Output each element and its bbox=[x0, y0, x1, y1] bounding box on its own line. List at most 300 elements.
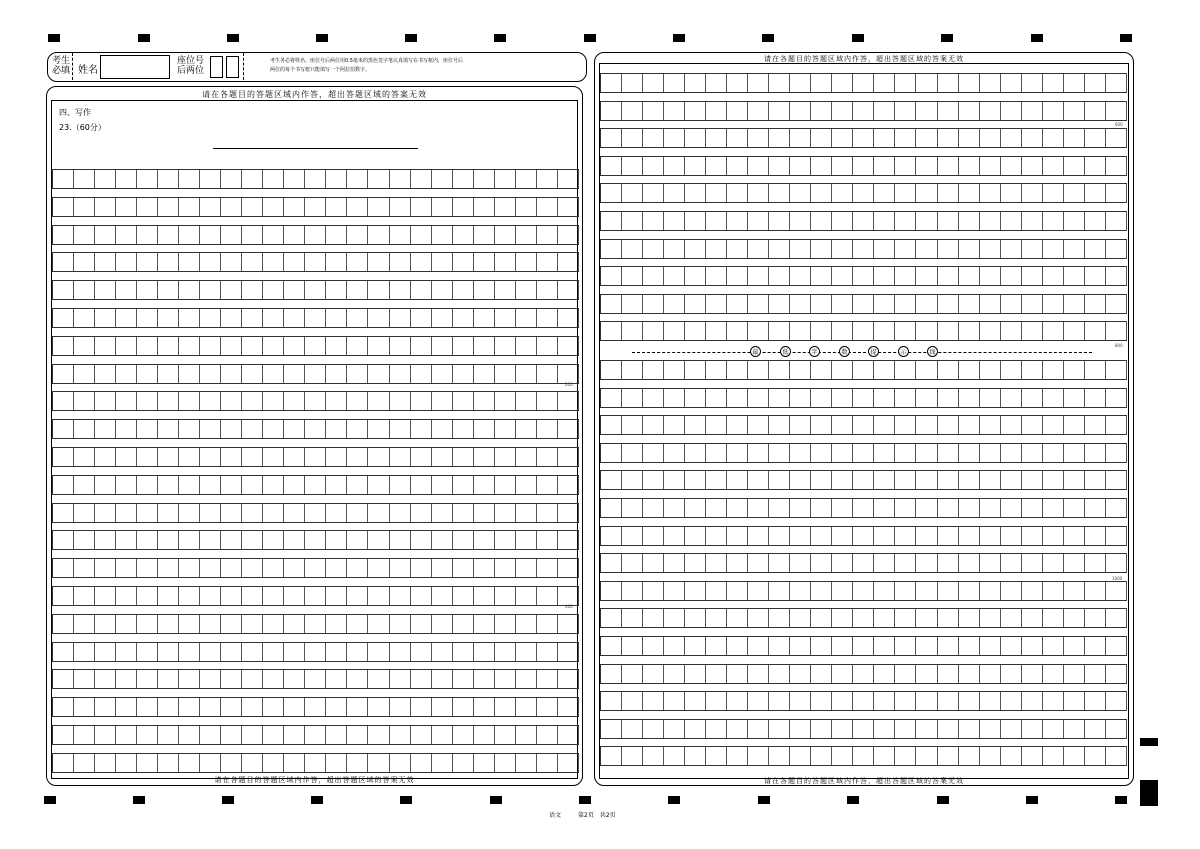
grid-cell[interactable] bbox=[453, 476, 474, 494]
grid-cell[interactable] bbox=[1001, 129, 1022, 147]
grid-cell[interactable] bbox=[874, 527, 895, 545]
grid-cell[interactable] bbox=[411, 754, 432, 772]
grid-cell[interactable] bbox=[221, 531, 242, 549]
grid-cell[interactable] bbox=[95, 643, 116, 661]
grid-cell[interactable] bbox=[221, 504, 242, 522]
grid-cell[interactable] bbox=[1106, 720, 1127, 738]
grid-cell[interactable] bbox=[1022, 665, 1043, 683]
grid-cell[interactable] bbox=[1085, 609, 1106, 627]
grid-cell[interactable] bbox=[1106, 361, 1127, 379]
grid-cell[interactable] bbox=[495, 337, 516, 355]
grid-cell[interactable] bbox=[326, 504, 347, 522]
grid-cell[interactable] bbox=[179, 448, 200, 466]
grid-cell[interactable] bbox=[221, 337, 242, 355]
grid-cell[interactable] bbox=[326, 309, 347, 327]
grid-cell[interactable] bbox=[390, 309, 411, 327]
grid-cell[interactable] bbox=[221, 726, 242, 744]
grid-cell[interactable] bbox=[874, 582, 895, 600]
grid-cell[interactable] bbox=[495, 226, 516, 244]
grid-cell[interactable] bbox=[748, 444, 769, 462]
grid-cell[interactable] bbox=[474, 448, 495, 466]
grid-cell[interactable] bbox=[980, 295, 1001, 313]
grid-cell[interactable] bbox=[1085, 527, 1106, 545]
grid-cell[interactable] bbox=[411, 670, 432, 688]
grid-cell[interactable] bbox=[221, 559, 242, 577]
grid-cell[interactable] bbox=[347, 726, 368, 744]
grid-cell[interactable] bbox=[706, 267, 727, 285]
grid-cell[interactable] bbox=[390, 392, 411, 410]
grid-cell[interactable] bbox=[1001, 582, 1022, 600]
grid-cell[interactable] bbox=[916, 74, 937, 92]
grid-cell[interactable] bbox=[1043, 74, 1064, 92]
grid-cell[interactable] bbox=[832, 692, 853, 710]
grid-cell[interactable] bbox=[980, 471, 1001, 489]
grid-cell[interactable] bbox=[474, 754, 495, 772]
grid-cell[interactable] bbox=[347, 698, 368, 716]
grid-cell[interactable] bbox=[516, 615, 537, 633]
grid-cell[interactable] bbox=[305, 587, 326, 605]
grid-cell[interactable] bbox=[748, 267, 769, 285]
grid-cell[interactable] bbox=[664, 527, 685, 545]
grid-cell[interactable] bbox=[959, 240, 980, 258]
grid-cell[interactable] bbox=[516, 281, 537, 299]
grid-cell[interactable] bbox=[959, 665, 980, 683]
grid-cell[interactable] bbox=[811, 582, 832, 600]
grid-cell[interactable] bbox=[432, 226, 453, 244]
grid-cell[interactable] bbox=[453, 754, 474, 772]
grid-cell[interactable] bbox=[601, 322, 622, 340]
grid-cell[interactable] bbox=[53, 615, 74, 633]
grid-cell[interactable] bbox=[1106, 444, 1127, 462]
grid-cell[interactable] bbox=[916, 212, 937, 230]
grid-cell[interactable] bbox=[748, 361, 769, 379]
grid-cell[interactable] bbox=[664, 102, 685, 120]
grid-cell[interactable] bbox=[242, 420, 263, 438]
grid-cell[interactable] bbox=[284, 587, 305, 605]
grid-cell[interactable] bbox=[537, 476, 558, 494]
grid-cell[interactable] bbox=[1085, 157, 1106, 175]
grid-cell[interactable] bbox=[326, 698, 347, 716]
grid-cell[interactable] bbox=[706, 527, 727, 545]
grid-cell[interactable] bbox=[769, 637, 790, 655]
grid-cell[interactable] bbox=[1043, 267, 1064, 285]
grid-cell[interactable] bbox=[453, 420, 474, 438]
grid-cell[interactable] bbox=[411, 253, 432, 271]
grid-cell[interactable] bbox=[832, 102, 853, 120]
grid-cell[interactable] bbox=[622, 212, 643, 230]
grid-cell[interactable] bbox=[263, 365, 284, 383]
grid-cell[interactable] bbox=[516, 420, 537, 438]
grid-cell[interactable] bbox=[748, 322, 769, 340]
grid-cell[interactable] bbox=[811, 240, 832, 258]
grid-cell[interactable] bbox=[980, 74, 1001, 92]
grid-cell[interactable] bbox=[980, 157, 1001, 175]
grid-cell[interactable] bbox=[1106, 665, 1127, 683]
grid-cell[interactable] bbox=[790, 361, 811, 379]
grid-cell[interactable] bbox=[1043, 720, 1064, 738]
grid-cell[interactable] bbox=[537, 226, 558, 244]
grid-cell[interactable] bbox=[916, 416, 937, 434]
grid-cell[interactable] bbox=[516, 726, 537, 744]
grid-cell[interactable] bbox=[116, 337, 137, 355]
grid-cell[interactable] bbox=[643, 184, 664, 202]
grid-cell[interactable] bbox=[874, 157, 895, 175]
grid-cell[interactable] bbox=[158, 226, 179, 244]
grid-cell[interactable] bbox=[263, 531, 284, 549]
grid-cell[interactable] bbox=[326, 253, 347, 271]
grid-cell[interactable] bbox=[706, 184, 727, 202]
grid-cell[interactable] bbox=[221, 754, 242, 772]
grid-cell[interactable] bbox=[537, 504, 558, 522]
grid-cell[interactable] bbox=[1043, 747, 1064, 765]
grid-cell[interactable] bbox=[895, 267, 916, 285]
grid-cell[interactable] bbox=[137, 226, 158, 244]
grid-cell[interactable] bbox=[874, 295, 895, 313]
grid-cell[interactable] bbox=[853, 184, 874, 202]
grid-cell[interactable] bbox=[706, 295, 727, 313]
grid-cell[interactable] bbox=[853, 267, 874, 285]
grid-cell[interactable] bbox=[537, 643, 558, 661]
grid-cell[interactable] bbox=[685, 184, 706, 202]
grid-cell[interactable] bbox=[1022, 129, 1043, 147]
grid-cell[interactable] bbox=[390, 504, 411, 522]
grid-cell[interactable] bbox=[1001, 471, 1022, 489]
grid-cell[interactable] bbox=[368, 559, 389, 577]
grid-cell[interactable] bbox=[305, 253, 326, 271]
grid-cell[interactable] bbox=[432, 643, 453, 661]
grid-cell[interactable] bbox=[980, 389, 1001, 407]
grid-cell[interactable] bbox=[874, 74, 895, 92]
grid-cell[interactable] bbox=[643, 212, 664, 230]
grid-cell[interactable] bbox=[221, 587, 242, 605]
grid-cell[interactable] bbox=[53, 726, 74, 744]
grid-cell[interactable] bbox=[1022, 444, 1043, 462]
grid-cell[interactable] bbox=[474, 698, 495, 716]
grid-cell[interactable] bbox=[495, 754, 516, 772]
grid-cell[interactable] bbox=[769, 582, 790, 600]
grid-cell[interactable] bbox=[158, 754, 179, 772]
grid-cell[interactable] bbox=[769, 267, 790, 285]
grid-cell[interactable] bbox=[938, 582, 959, 600]
grid-cell[interactable] bbox=[432, 337, 453, 355]
grid-cell[interactable] bbox=[727, 322, 748, 340]
grid-cell[interactable] bbox=[832, 240, 853, 258]
grid-cell[interactable] bbox=[347, 559, 368, 577]
grid-cell[interactable] bbox=[601, 527, 622, 545]
grid-cell[interactable] bbox=[179, 531, 200, 549]
grid-cell[interactable] bbox=[769, 74, 790, 92]
grid-cell[interactable] bbox=[305, 337, 326, 355]
grid-cell[interactable] bbox=[685, 527, 706, 545]
grid-cell[interactable] bbox=[727, 444, 748, 462]
grid-cell[interactable] bbox=[811, 361, 832, 379]
grid-cell[interactable] bbox=[453, 504, 474, 522]
grid-cell[interactable] bbox=[242, 726, 263, 744]
grid-cell[interactable] bbox=[474, 281, 495, 299]
grid-cell[interactable] bbox=[622, 74, 643, 92]
grid-cell[interactable] bbox=[959, 444, 980, 462]
grid-cell[interactable] bbox=[432, 281, 453, 299]
grid-cell[interactable] bbox=[179, 754, 200, 772]
grid-cell[interactable] bbox=[95, 170, 116, 188]
grid-cell[interactable] bbox=[980, 554, 1001, 572]
grid-cell[interactable] bbox=[242, 643, 263, 661]
grid-cell[interactable] bbox=[1064, 692, 1085, 710]
grid-cell[interactable] bbox=[1064, 609, 1085, 627]
grid-cell[interactable] bbox=[980, 267, 1001, 285]
grid-cell[interactable] bbox=[601, 554, 622, 572]
grid-cell[interactable] bbox=[601, 747, 622, 765]
grid-cell[interactable] bbox=[116, 226, 137, 244]
grid-cell[interactable] bbox=[179, 559, 200, 577]
grid-cell[interactable] bbox=[622, 295, 643, 313]
grid-cell[interactable] bbox=[116, 281, 137, 299]
grid-cell[interactable] bbox=[853, 720, 874, 738]
grid-cell[interactable] bbox=[263, 253, 284, 271]
grid-cell[interactable] bbox=[158, 726, 179, 744]
grid-cell[interactable] bbox=[1085, 554, 1106, 572]
grid-cell[interactable] bbox=[790, 267, 811, 285]
grid-cell[interactable] bbox=[305, 504, 326, 522]
grid-cell[interactable] bbox=[853, 361, 874, 379]
grid-cell[interactable] bbox=[748, 212, 769, 230]
grid-cell[interactable] bbox=[95, 392, 116, 410]
grid-cell[interactable] bbox=[980, 637, 1001, 655]
grid-cell[interactable] bbox=[980, 129, 1001, 147]
grid-cell[interactable] bbox=[453, 670, 474, 688]
grid-cell[interactable] bbox=[1064, 129, 1085, 147]
grid-cell[interactable] bbox=[347, 226, 368, 244]
grid-cell[interactable] bbox=[347, 309, 368, 327]
grid-cell[interactable] bbox=[769, 322, 790, 340]
grid-cell[interactable] bbox=[558, 309, 579, 327]
grid-cell[interactable] bbox=[1043, 471, 1064, 489]
grid-cell[interactable] bbox=[390, 587, 411, 605]
grid-cell[interactable] bbox=[895, 184, 916, 202]
grid-cell[interactable] bbox=[326, 615, 347, 633]
grid-cell[interactable] bbox=[706, 157, 727, 175]
grid-cell[interactable] bbox=[706, 212, 727, 230]
grid-cell[interactable] bbox=[74, 420, 95, 438]
grid-cell[interactable] bbox=[116, 587, 137, 605]
grid-cell[interactable] bbox=[706, 554, 727, 572]
grid-cell[interactable] bbox=[221, 670, 242, 688]
grid-cell[interactable] bbox=[137, 309, 158, 327]
grid-cell[interactable] bbox=[95, 726, 116, 744]
grid-cell[interactable] bbox=[432, 253, 453, 271]
grid-cell[interactable] bbox=[411, 365, 432, 383]
grid-cell[interactable] bbox=[537, 615, 558, 633]
grid-cell[interactable] bbox=[874, 609, 895, 627]
grid-cell[interactable] bbox=[980, 720, 1001, 738]
grid-cell[interactable] bbox=[664, 665, 685, 683]
grid-cell[interactable] bbox=[622, 527, 643, 545]
grid-cell[interactable] bbox=[874, 322, 895, 340]
grid-cell[interactable] bbox=[137, 643, 158, 661]
grid-cell[interactable] bbox=[643, 267, 664, 285]
grid-cell[interactable] bbox=[874, 471, 895, 489]
grid-cell[interactable] bbox=[895, 554, 916, 572]
grid-cell[interactable] bbox=[769, 416, 790, 434]
grid-cell[interactable] bbox=[263, 309, 284, 327]
grid-cell[interactable] bbox=[916, 720, 937, 738]
grid-cell[interactable] bbox=[916, 102, 937, 120]
grid-cell[interactable] bbox=[53, 698, 74, 716]
grid-cell[interactable] bbox=[390, 698, 411, 716]
grid-cell[interactable] bbox=[432, 198, 453, 216]
grid-cell[interactable] bbox=[95, 476, 116, 494]
grid-cell[interactable] bbox=[74, 726, 95, 744]
grid-cell[interactable] bbox=[200, 253, 221, 271]
grid-cell[interactable] bbox=[1043, 129, 1064, 147]
grid-cell[interactable] bbox=[453, 587, 474, 605]
grid-cell[interactable] bbox=[453, 559, 474, 577]
grid-cell[interactable] bbox=[263, 281, 284, 299]
grid-cell[interactable] bbox=[411, 170, 432, 188]
grid-cell[interactable] bbox=[221, 643, 242, 661]
grid-cell[interactable] bbox=[74, 392, 95, 410]
grid-cell[interactable] bbox=[811, 609, 832, 627]
grid-cell[interactable] bbox=[664, 499, 685, 517]
grid-cell[interactable] bbox=[200, 726, 221, 744]
grid-cell[interactable] bbox=[453, 309, 474, 327]
grid-cell[interactable] bbox=[874, 747, 895, 765]
grid-cell[interactable] bbox=[242, 337, 263, 355]
grid-cell[interactable] bbox=[137, 337, 158, 355]
grid-cell[interactable] bbox=[622, 720, 643, 738]
grid-cell[interactable] bbox=[643, 720, 664, 738]
grid-cell[interactable] bbox=[53, 476, 74, 494]
grid-cell[interactable] bbox=[1001, 295, 1022, 313]
grid-cell[interactable] bbox=[558, 726, 579, 744]
grid-cell[interactable] bbox=[137, 587, 158, 605]
grid-cell[interactable] bbox=[179, 670, 200, 688]
grid-cell[interactable] bbox=[706, 582, 727, 600]
grid-cell[interactable] bbox=[664, 554, 685, 572]
grid-cell[interactable] bbox=[305, 309, 326, 327]
grid-cell[interactable] bbox=[432, 698, 453, 716]
grid-cell[interactable] bbox=[1022, 184, 1043, 202]
grid-cell[interactable] bbox=[1001, 389, 1022, 407]
grid-cell[interactable] bbox=[685, 157, 706, 175]
grid-cell[interactable] bbox=[263, 670, 284, 688]
grid-cell[interactable] bbox=[221, 392, 242, 410]
grid-cell[interactable] bbox=[916, 554, 937, 572]
grid-cell[interactable] bbox=[221, 309, 242, 327]
grid-cell[interactable] bbox=[938, 665, 959, 683]
grid-cell[interactable] bbox=[242, 392, 263, 410]
grid-cell[interactable] bbox=[811, 444, 832, 462]
grid-cell[interactable] bbox=[938, 416, 959, 434]
grid-cell[interactable] bbox=[1064, 554, 1085, 572]
grid-cell[interactable] bbox=[959, 637, 980, 655]
grid-cell[interactable] bbox=[790, 416, 811, 434]
grid-cell[interactable] bbox=[1022, 499, 1043, 517]
grid-cell[interactable] bbox=[769, 665, 790, 683]
grid-cell[interactable] bbox=[895, 240, 916, 258]
grid-cell[interactable] bbox=[790, 444, 811, 462]
grid-cell[interactable] bbox=[622, 582, 643, 600]
grid-cell[interactable] bbox=[305, 198, 326, 216]
grid-cell[interactable] bbox=[368, 476, 389, 494]
grid-cell[interactable] bbox=[305, 643, 326, 661]
grid-cell[interactable] bbox=[432, 559, 453, 577]
grid-cell[interactable] bbox=[200, 476, 221, 494]
grid-cell[interactable] bbox=[895, 582, 916, 600]
grid-cell[interactable] bbox=[1064, 295, 1085, 313]
grid-cell[interactable] bbox=[495, 531, 516, 549]
grid-cell[interactable] bbox=[200, 531, 221, 549]
grid-cell[interactable] bbox=[790, 129, 811, 147]
grid-cell[interactable] bbox=[242, 670, 263, 688]
grid-cell[interactable] bbox=[200, 309, 221, 327]
grid-cell[interactable] bbox=[664, 720, 685, 738]
grid-cell[interactable] bbox=[664, 212, 685, 230]
grid-cell[interactable] bbox=[158, 504, 179, 522]
grid-cell[interactable] bbox=[453, 643, 474, 661]
grid-cell[interactable] bbox=[811, 720, 832, 738]
grid-cell[interactable] bbox=[643, 157, 664, 175]
grid-cell[interactable] bbox=[643, 554, 664, 572]
grid-cell[interactable] bbox=[368, 726, 389, 744]
grid-cell[interactable] bbox=[158, 698, 179, 716]
grid-cell[interactable] bbox=[622, 157, 643, 175]
grid-cell[interactable] bbox=[895, 389, 916, 407]
grid-cell[interactable] bbox=[1001, 361, 1022, 379]
grid-cell[interactable] bbox=[74, 504, 95, 522]
grid-cell[interactable] bbox=[790, 240, 811, 258]
grid-cell[interactable] bbox=[347, 670, 368, 688]
grid-cell[interactable] bbox=[474, 420, 495, 438]
grid-cell[interactable] bbox=[959, 322, 980, 340]
grid-cell[interactable] bbox=[516, 476, 537, 494]
grid-cell[interactable] bbox=[685, 720, 706, 738]
grid-cell[interactable] bbox=[959, 692, 980, 710]
grid-cell[interactable] bbox=[727, 129, 748, 147]
grid-cell[interactable] bbox=[664, 295, 685, 313]
grid-cell[interactable] bbox=[727, 720, 748, 738]
grid-cell[interactable] bbox=[1064, 637, 1085, 655]
grid-cell[interactable] bbox=[368, 226, 389, 244]
grid-cell[interactable] bbox=[537, 281, 558, 299]
grid-cell[interactable] bbox=[748, 665, 769, 683]
grid-cell[interactable] bbox=[916, 471, 937, 489]
grid-cell[interactable] bbox=[727, 389, 748, 407]
grid-cell[interactable] bbox=[959, 157, 980, 175]
grid-cell[interactable] bbox=[74, 170, 95, 188]
grid-cell[interactable] bbox=[1043, 212, 1064, 230]
grid-cell[interactable] bbox=[643, 665, 664, 683]
grid-cell[interactable] bbox=[200, 337, 221, 355]
grid-cell[interactable] bbox=[874, 416, 895, 434]
grid-cell[interactable] bbox=[137, 281, 158, 299]
grid-cell[interactable] bbox=[432, 504, 453, 522]
grid-cell[interactable] bbox=[1064, 212, 1085, 230]
grid-cell[interactable] bbox=[748, 720, 769, 738]
grid-cell[interactable] bbox=[158, 337, 179, 355]
grid-cell[interactable] bbox=[727, 637, 748, 655]
grid-cell[interactable] bbox=[53, 559, 74, 577]
grid-cell[interactable] bbox=[179, 726, 200, 744]
grid-cell[interactable] bbox=[1043, 554, 1064, 572]
grid-cell[interactable] bbox=[411, 198, 432, 216]
grid-cell[interactable] bbox=[1085, 416, 1106, 434]
grid-cell[interactable] bbox=[685, 609, 706, 627]
grid-cell[interactable] bbox=[916, 184, 937, 202]
grid-cell[interactable] bbox=[116, 754, 137, 772]
grid-cell[interactable] bbox=[516, 531, 537, 549]
grid-cell[interactable] bbox=[853, 499, 874, 517]
